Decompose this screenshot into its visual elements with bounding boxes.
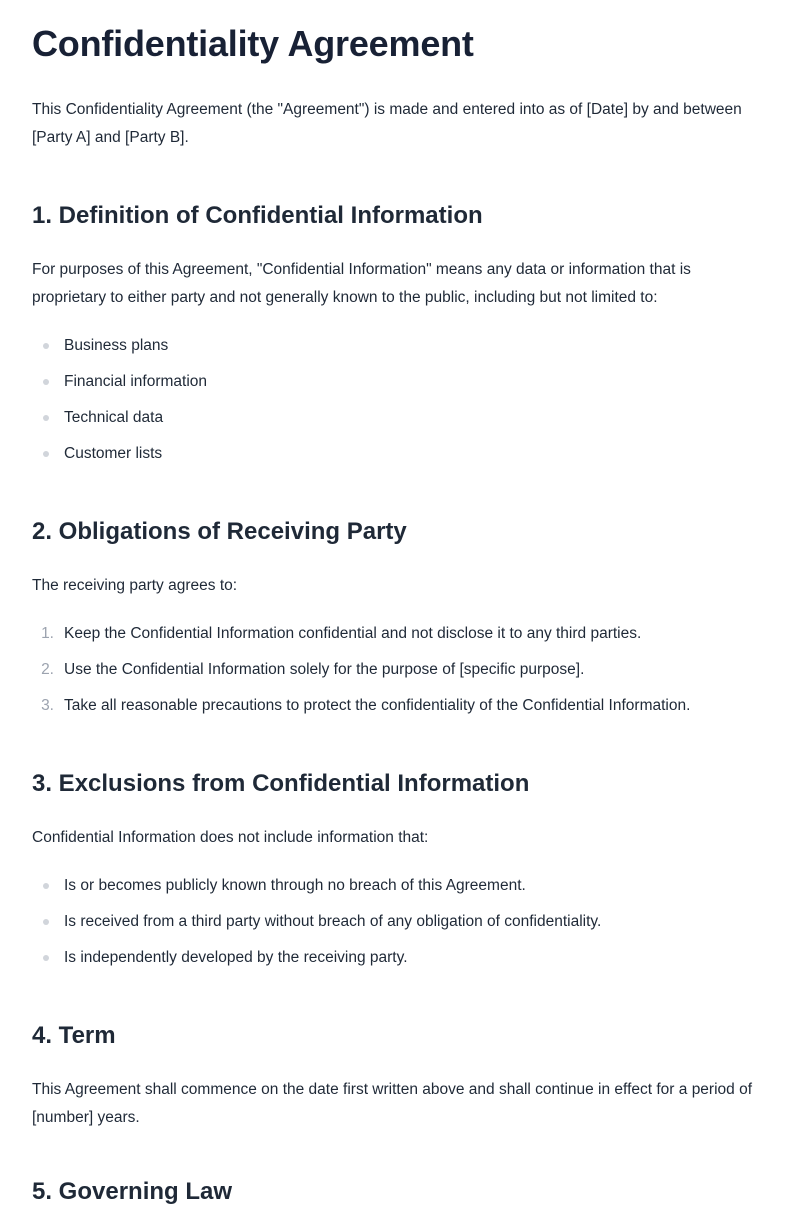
bullet-icon bbox=[43, 415, 49, 421]
numbered-list-item bbox=[32, 692, 768, 720]
bullet-icon bbox=[43, 883, 49, 889]
list-item bbox=[32, 332, 768, 360]
list-number: 3. bbox=[41, 697, 54, 714]
list-item bbox=[32, 404, 768, 432]
numbered-list-item bbox=[32, 620, 768, 648]
section-1-heading: 1. Definition of Confidential Information bbox=[32, 202, 483, 229]
bullet-icon bbox=[43, 919, 49, 925]
list-item bbox=[32, 872, 768, 900]
section-2-paragraph: The receiving party agrees to: bbox=[32, 577, 238, 594]
list-item bbox=[32, 440, 768, 468]
list-item-text: Is received from a third party without breach of any obligation of confidentiality. bbox=[64, 913, 602, 930]
list-number: 1. bbox=[41, 625, 54, 642]
list-item-text: Take all reasonable precautions to protect the confidentiality of the Confidential Information. bbox=[64, 697, 691, 714]
list-item-text: Technical data bbox=[64, 409, 164, 426]
bullet-icon bbox=[43, 451, 49, 457]
section-2-heading: 2. Obligations of Receiving Party bbox=[32, 518, 407, 545]
list-item bbox=[32, 908, 768, 936]
document-title: Confidentiality Agreement bbox=[32, 23, 474, 64]
section-4-heading: 4. Term bbox=[32, 1022, 116, 1049]
list-item-text: Use the Confidential Information solely for the purpose of [specific purpose]. bbox=[64, 661, 585, 678]
list-item-text: Is independently developed by the receiving party. bbox=[64, 949, 408, 966]
intro-paragraph: This Confidentiality Agreement (the "Agreement") is made and entered into as of [Date] by and between [Party A] and [Party B]. bbox=[32, 101, 742, 146]
bullet-icon bbox=[43, 955, 49, 961]
list-item bbox=[32, 944, 768, 972]
list-item-text: Financial information bbox=[64, 373, 208, 390]
section-4-paragraph: This Agreement shall commence on the date first written above and shall continue in effect for a period of [number] years. bbox=[32, 1081, 753, 1126]
numbered-list-item bbox=[32, 656, 768, 684]
list-item-text: Keep the Confidential Information confidential and not disclose it to any third parties. bbox=[64, 625, 642, 642]
list-item-text: Is or becomes publicly known through no breach of this Agreement. bbox=[64, 877, 526, 894]
list-item bbox=[32, 368, 768, 396]
section-3-paragraph: Confidential Information does not include information that: bbox=[32, 829, 429, 846]
list-number: 2. bbox=[41, 661, 54, 678]
section-3-heading: 3. Exclusions from Confidential Information bbox=[32, 770, 530, 797]
bullet-icon bbox=[43, 343, 49, 349]
list-item-text: Business plans bbox=[64, 337, 169, 354]
section-1-paragraph: For purposes of this Agreement, "Confidential Information" means any data or information that is proprietary to either party and not generally known to the public, including but not limited to: bbox=[32, 261, 691, 306]
bullet-icon bbox=[43, 379, 49, 385]
list-item-text: Customer lists bbox=[64, 445, 163, 462]
section-5-heading: 5. Governing Law bbox=[32, 1178, 233, 1205]
